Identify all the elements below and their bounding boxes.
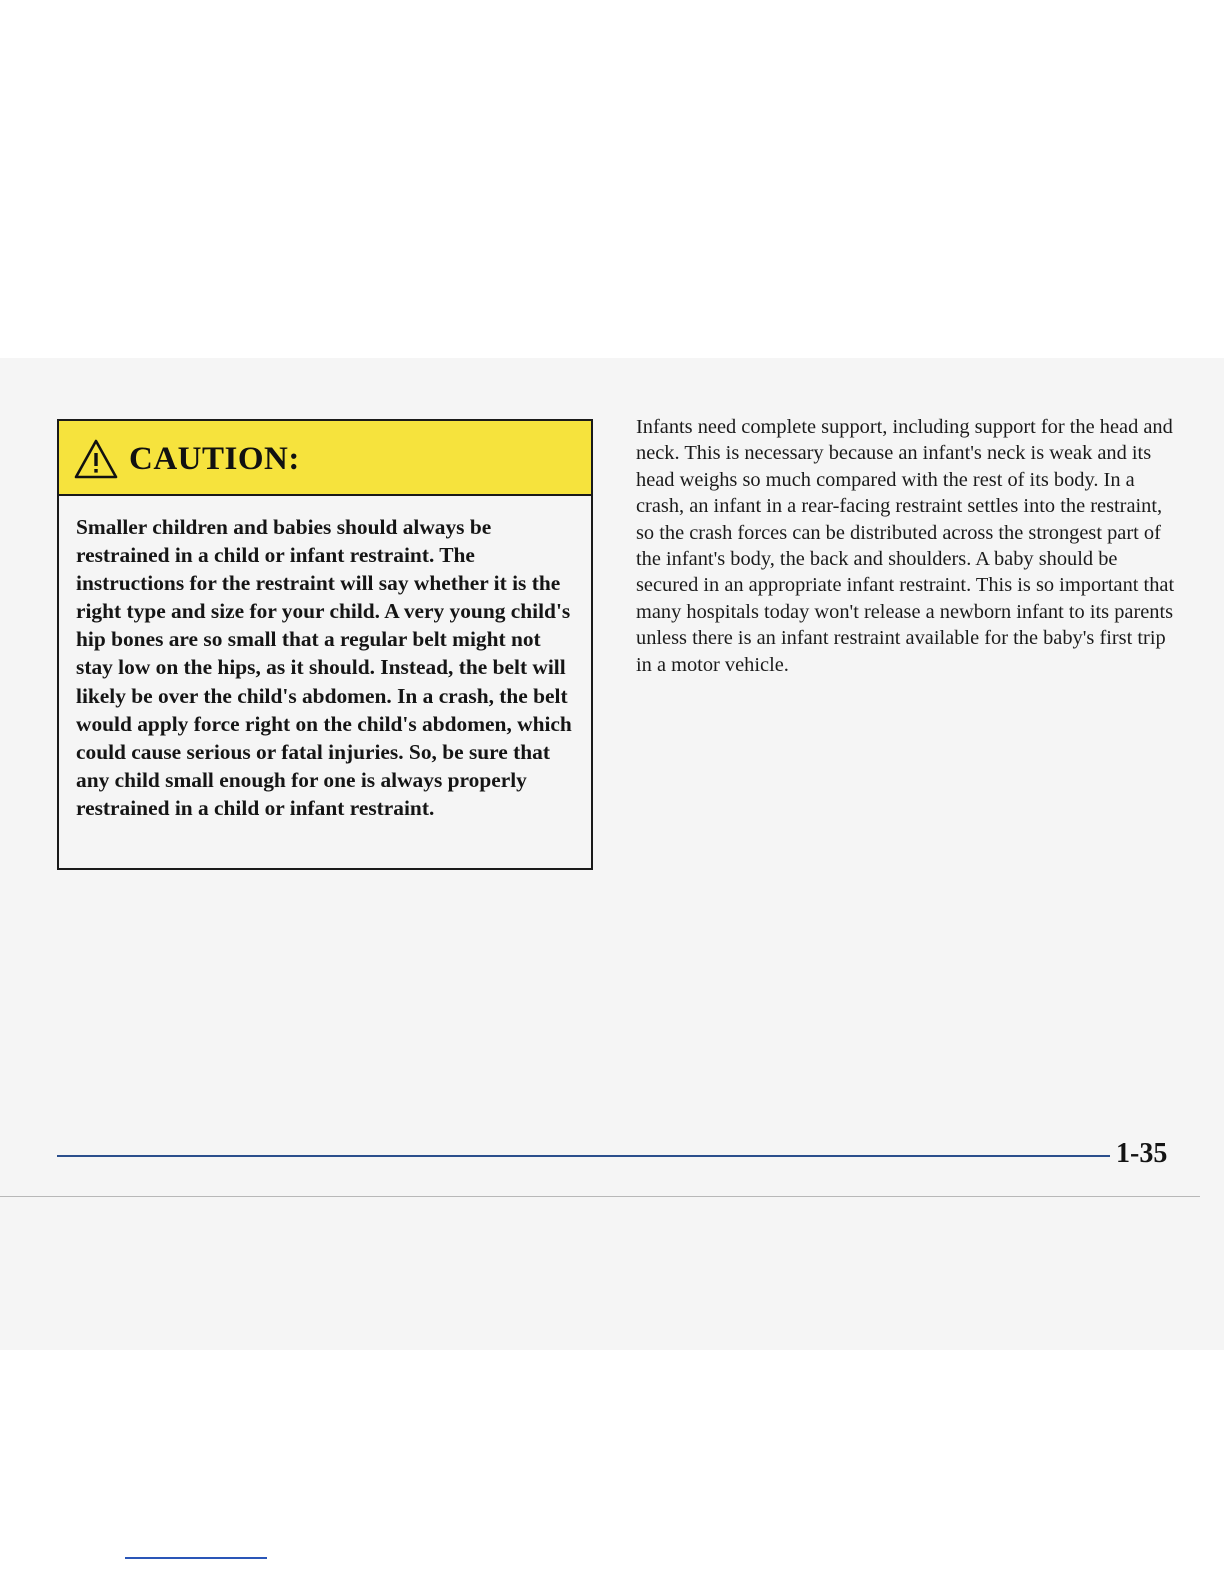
- caution-box: [57, 419, 593, 870]
- corner-mark-line: [125, 1557, 267, 1559]
- caution-header: [59, 421, 591, 496]
- page-number: 1-35: [1116, 1138, 1168, 1169]
- bottom-divider: [0, 1196, 1200, 1197]
- caution-title: CAUTION:: [129, 441, 300, 477]
- main-paragraph: Infants need complete support, including support for the head and neck. This is necessary because an infant's neck is weak and its head weighs so much compared with the rest of its body. In a crash, an infant in a rear-facing restraint settles into the restraint, so the crash forces can be distributed across the strongest part of the infant's body, the back and shoulders. A baby should be secured in an appropriate infant restraint. This is so important that many hospitals today won't release a newborn infant to its parents unless there is an infant restraint available for the baby's first trip in a motor vehicle.: [636, 416, 1175, 676]
- warning-triangle-icon: [73, 438, 119, 480]
- caution-body-text: Smaller children and babies should always be restrained in a child or infant restraint. The instructions for the restraint will say whether it is the right type and size for your child. A very young child's hip bones are so small that a regular belt might not stay low on the hips, as it should. Instead, the belt will likely be over the child's abdomen. In a crash, the belt would apply force right on the child's abdomen, which could cause serious or fatal injuries. So, be sure that any child small enough for one is always properly restrained in a child or infant restraint.: [76, 515, 572, 820]
- footer-rule: [57, 1155, 1110, 1157]
